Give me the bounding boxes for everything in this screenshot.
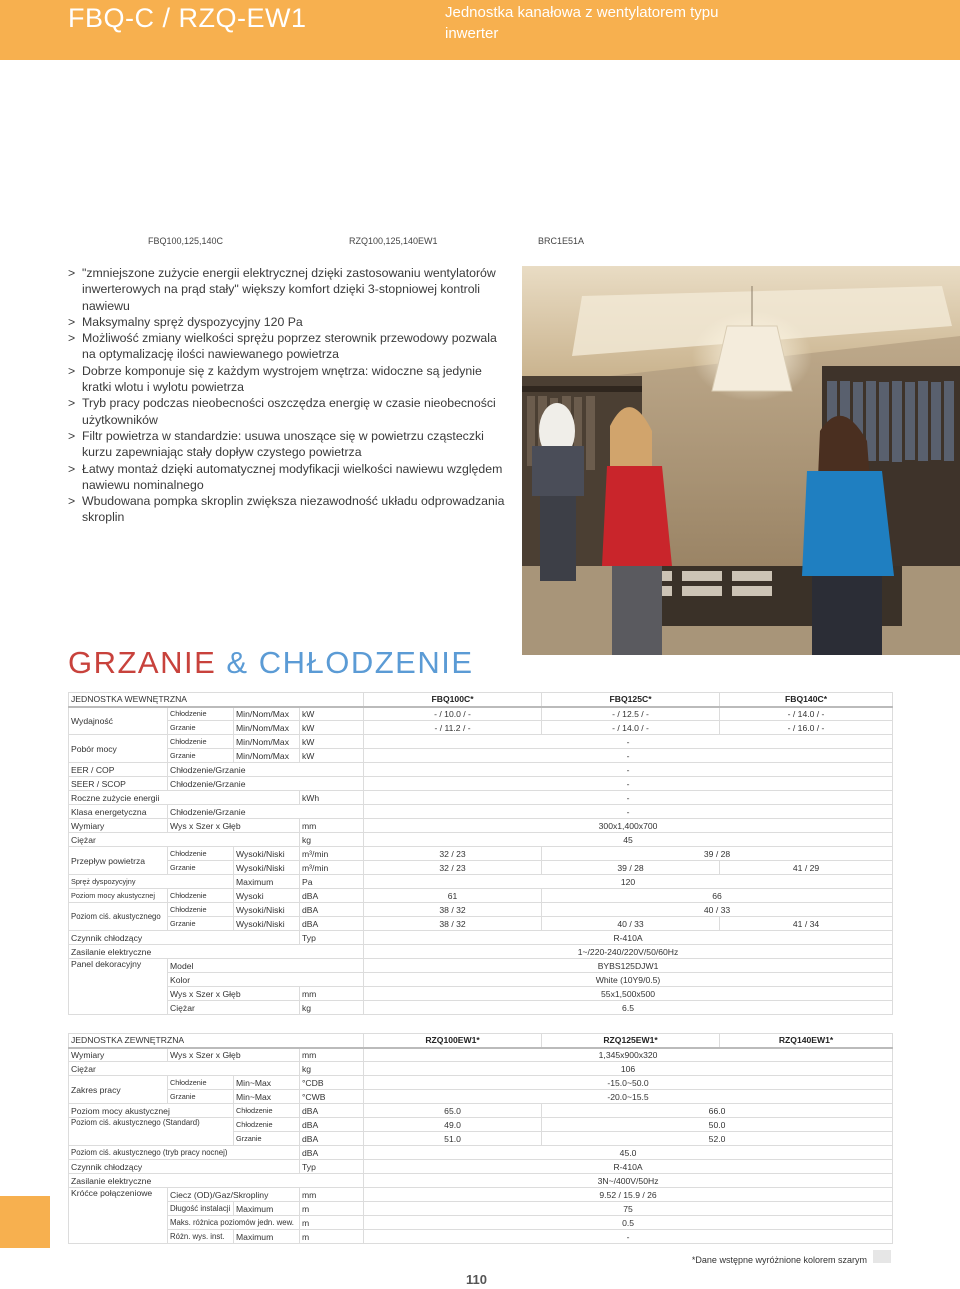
value-cell: 0.5 xyxy=(364,1216,893,1230)
feature-item: > "zmniejszone zużycie energii elektrycznej dzięki zastosowaniu wentylatorów inwerterowych na prąd stały" większy komfort dzięki 3-stopniowej kontroli nawiewu xyxy=(68,265,508,314)
row-label: Zakres pracy xyxy=(69,1076,168,1104)
unit-cell: kW xyxy=(300,749,364,763)
row-label: EER / COP xyxy=(69,763,168,777)
value-cell: BYBS125DJW1 xyxy=(364,959,893,973)
section-title-cooling: CHŁODZENIE xyxy=(258,645,474,680)
table-row xyxy=(69,1001,893,1015)
unit-cell: kg xyxy=(300,833,364,847)
mode-cell: Grzanie xyxy=(168,1090,234,1104)
page-header xyxy=(0,0,960,60)
sub-cell: Maks. różnica poziomów jedn. wew. xyxy=(168,1216,300,1230)
table-row xyxy=(69,1202,893,1216)
outdoor-unit-spec-table xyxy=(68,1033,893,1244)
value-cell: 75 xyxy=(364,1202,893,1216)
mode-cell: Chłodzenie/Grzanie xyxy=(168,805,364,819)
model-header: FBQ140C* xyxy=(720,693,893,707)
sub-cell: Różn. wys. inst. xyxy=(168,1230,234,1244)
mode-cell: Grzanie xyxy=(168,917,234,931)
unit-cell: kWh xyxy=(300,791,364,805)
table-row xyxy=(69,973,893,987)
sub-cell: Min~Max xyxy=(234,1090,300,1104)
unit-cell: m xyxy=(300,1216,364,1230)
table-row xyxy=(69,819,893,833)
table-row xyxy=(69,987,893,1001)
value-cell: 32 / 23 xyxy=(364,861,542,875)
value-cell: 45.0 xyxy=(364,1146,893,1160)
unit-cell: mm xyxy=(300,819,364,833)
unit-cell: kW xyxy=(300,721,364,735)
mode-cell: Chłodzenie xyxy=(168,707,234,721)
row-label: Klasa energetyczna xyxy=(69,805,168,819)
table-row xyxy=(69,931,893,945)
row-label: Wydajność xyxy=(69,707,168,735)
value-cell: 52.0 xyxy=(542,1132,893,1146)
value-cell: 1~/220-240/220V/50/60Hz xyxy=(364,945,893,959)
value-cell: 9.52 / 15.9 / 26 xyxy=(364,1188,893,1202)
row-label: Zasilanie elektryczne xyxy=(69,1174,364,1188)
value-cell: 106 xyxy=(364,1062,893,1076)
table-row xyxy=(69,945,893,959)
row-label: Ciężar xyxy=(69,1062,300,1076)
row-label: Wymiary xyxy=(69,1048,168,1062)
row-label: Wymiary xyxy=(69,819,168,833)
sub-cell: Min/Nom/Max xyxy=(234,721,300,735)
mode-cell: Chłodzenie xyxy=(234,1104,300,1118)
table-row xyxy=(69,1230,893,1244)
sub-cell: Wys x Szer x Głęb xyxy=(168,819,300,833)
value-cell: 66 xyxy=(542,889,893,903)
unit-cell: dBA xyxy=(300,917,364,931)
sub-cell: Ciężar xyxy=(168,1001,300,1015)
unit-cell: kg xyxy=(300,1001,364,1015)
table-row xyxy=(69,1090,893,1104)
value-cell: - xyxy=(364,749,893,763)
grey-legend-swatch xyxy=(873,1250,891,1263)
row-label: Ciężar xyxy=(69,833,300,847)
table-header-row xyxy=(69,693,893,707)
value-cell: - xyxy=(364,777,893,791)
unit-cell: dBA xyxy=(300,1132,364,1146)
sub-cell: Ciecz (OD)/Gaz/Skropliny xyxy=(168,1188,300,1202)
table-row xyxy=(69,1048,893,1062)
unit-cell: dBA xyxy=(300,1146,364,1160)
table-row xyxy=(69,917,893,931)
row-label: Roczne zużycie energii xyxy=(69,791,300,805)
unit-cell: dBA xyxy=(300,903,364,917)
model-header: RZQ125EW1* xyxy=(542,1034,720,1048)
unit-cell: Pa xyxy=(300,875,364,889)
table-row xyxy=(69,1062,893,1076)
page-side-tab xyxy=(0,1196,50,1248)
row-label: SEER / SCOP xyxy=(69,777,168,791)
table-row xyxy=(69,763,893,777)
table-row xyxy=(69,777,893,791)
outdoor-header: JEDNOSTKA ZEWNĘTRZNA xyxy=(69,1034,364,1048)
sub-cell: Maximum xyxy=(234,1202,300,1216)
value-cell: 38 / 32 xyxy=(364,917,542,931)
caption-outdoor-unit: RZQ100,125,140EW1 xyxy=(349,236,438,246)
table-row xyxy=(69,889,893,903)
table-row xyxy=(69,721,893,735)
value-cell: 61 xyxy=(364,889,542,903)
value-cell: - / 12.5 / - xyxy=(542,707,720,721)
model-header: RZQ100EW1* xyxy=(364,1034,542,1048)
value-cell: 39 / 28 xyxy=(542,847,893,861)
value-cell: R-410A xyxy=(364,931,893,945)
sub-cell: Wysoki/Niski xyxy=(234,903,300,917)
mode-cell: Chłodzenie/Grzanie xyxy=(168,777,364,791)
row-label: Poziom mocy akustycznej xyxy=(69,1104,234,1118)
section-title-heating: GRZANIE xyxy=(68,645,217,680)
table-row xyxy=(69,1076,893,1090)
value-cell: 3N~/400V/50Hz xyxy=(364,1174,893,1188)
value-cell: 50.0 xyxy=(542,1118,893,1132)
value-cell: 120 xyxy=(364,875,893,889)
sub-cell: Maximum xyxy=(234,1230,300,1244)
sub-cell: Min/Nom/Max xyxy=(234,749,300,763)
value-cell: - / 11.2 / - xyxy=(364,721,542,735)
unit-cell: m³/min xyxy=(300,861,364,875)
page-title: FBQ-C / RZQ-EW1 xyxy=(68,3,307,33)
value-cell: 45 xyxy=(364,833,893,847)
row-label: Czynnik chłodzący xyxy=(69,1160,300,1174)
table-row xyxy=(69,1174,893,1188)
unit-cell: dBA xyxy=(300,889,364,903)
row-label: Zasilanie elektryczne xyxy=(69,945,364,959)
sub-cell: Maximum xyxy=(234,875,300,889)
row-label: Czynnik chłodzący xyxy=(69,931,300,945)
unit-cell: kW xyxy=(300,735,364,749)
model-header: RZQ140EW1* xyxy=(720,1034,893,1048)
feature-list xyxy=(68,265,508,526)
caption-controller: BRC1E51A xyxy=(538,236,585,246)
row-label: Poziom ciś. akustycznego (Standard) xyxy=(69,1118,234,1146)
unit-cell: dBA xyxy=(300,1118,364,1132)
table-row xyxy=(69,875,893,889)
value-cell: - xyxy=(364,1230,893,1244)
value-cell: R-410A xyxy=(364,1160,893,1174)
feature-item: > Wbudowana pompka skroplin zwiększa niezawodność układu odprowadzania skroplin xyxy=(68,493,508,526)
mode-cell: Chłodzenie xyxy=(168,903,234,917)
table-header-row xyxy=(69,1034,893,1048)
feature-item: > Maksymalny spręż dyspozycyjny 120 Pa xyxy=(68,314,508,330)
value-cell: - / 14.0 / - xyxy=(542,721,720,735)
sub-cell: Min~Max xyxy=(234,1076,300,1090)
value-cell: 65.0 xyxy=(364,1104,542,1118)
unit-cell: dBA xyxy=(300,1104,364,1118)
table-row xyxy=(69,805,893,819)
table-row xyxy=(69,707,893,721)
sub-cell: Model xyxy=(168,959,364,973)
table-row xyxy=(69,1146,893,1160)
value-cell: 66.0 xyxy=(542,1104,893,1118)
mode-cell: Chłodzenie xyxy=(234,1118,300,1132)
mode-cell: Chłodzenie xyxy=(168,889,234,903)
sub-cell: Wysoki xyxy=(234,889,300,903)
row-label: Poziom ciś. akustycznego xyxy=(69,903,168,931)
table-row xyxy=(69,749,893,763)
model-header: FBQ100C* xyxy=(364,693,542,707)
value-cell: White (10Y9/0.5) xyxy=(364,973,893,987)
table-row xyxy=(69,735,893,749)
value-cell: -20.0~15.5 xyxy=(364,1090,893,1104)
row-label: Panel dekoracyjny xyxy=(69,959,168,1015)
mode-cell: Grzanie xyxy=(234,1132,300,1146)
table-row xyxy=(69,959,893,973)
caption-indoor-unit: FBQ100,125,140C xyxy=(148,236,224,246)
value-cell: - / 10.0 / - xyxy=(364,707,542,721)
value-cell: - / 14.0 / - xyxy=(720,707,893,721)
unit-cell: °CDB xyxy=(300,1076,364,1090)
value-cell: 300x1,400x700 xyxy=(364,819,893,833)
unit-cell: mm xyxy=(300,987,364,1001)
mode-cell: Grzanie xyxy=(168,721,234,735)
sub-cell: Min/Nom/Max xyxy=(234,735,300,749)
row-label: Przepływ powietrza xyxy=(69,847,168,875)
unit-cell: m³/min xyxy=(300,847,364,861)
feature-item: > Możliwość zmiany wielkości sprężu poprzez sterownik przewodowy pozwala na optymalizację ilości nawiewanego powietrza xyxy=(68,330,508,363)
table-row xyxy=(69,791,893,805)
indoor-unit-spec-table xyxy=(68,692,893,1015)
unit-cell: Typ xyxy=(300,931,364,945)
unit-cell: m xyxy=(300,1230,364,1244)
section-title-amp: & xyxy=(226,645,249,680)
value-cell: 49.0 xyxy=(364,1118,542,1132)
value-cell: - / 16.0 / - xyxy=(720,721,893,735)
feature-item: > Dobrze komponuje się z każdym wystrojem wnętrza: widoczne są jedynie kratki wlotu i wylotu powietrza xyxy=(68,363,508,396)
mode-cell: Grzanie xyxy=(168,861,234,875)
sub-cell: Min/Nom/Max xyxy=(234,707,300,721)
feature-item: > Filtr powietrza w standardzie: usuwa unoszące się w powietrzu cząsteczki kurzu zapewniając stały dopływ czystego powietrza xyxy=(68,428,508,461)
unit-cell: kW xyxy=(300,707,364,721)
table-row xyxy=(69,833,893,847)
value-cell: -15.0~50.0 xyxy=(364,1076,893,1090)
feature-item: > Łatwy montaż dzięki automatycznej modyfikacji wielkości nawiewu względem nawiewu nominalnego xyxy=(68,461,508,494)
table-row xyxy=(69,861,893,875)
row-label: Króćce połączeniowe xyxy=(69,1188,168,1244)
value-cell: 41 / 34 xyxy=(720,917,893,931)
value-cell: 38 / 32 xyxy=(364,903,542,917)
row-label: Poziom mocy akustycznej xyxy=(69,889,168,903)
table-row xyxy=(69,1160,893,1174)
value-cell: 51.0 xyxy=(364,1132,542,1146)
section-title xyxy=(68,645,474,681)
sub-cell: Wys x Szer x Głęb xyxy=(168,1048,300,1062)
value-cell: 6.5 xyxy=(364,1001,893,1015)
unit-cell: m xyxy=(300,1202,364,1216)
sub-cell: Wysoki/Niski xyxy=(234,917,300,931)
mode-cell: Chłodzenie/Grzanie xyxy=(168,763,364,777)
model-header: FBQ125C* xyxy=(542,693,720,707)
sub-cell: Wys x Szer x Głęb xyxy=(168,987,300,1001)
row-label: Pobór mocy xyxy=(69,735,168,763)
feature-item: > Tryb pracy podczas nieobecności oszczędza energię w czasie nieobecności użytkowników xyxy=(68,395,508,428)
indoor-header: JEDNOSTKA WEWNĘTRZNA xyxy=(69,693,364,707)
page-subtitle: Jednostka kanałowa z wentylatorem typu inwerter xyxy=(445,4,719,42)
value-cell: 40 / 33 xyxy=(542,917,720,931)
value-cell: 41 / 29 xyxy=(720,861,893,875)
mode-cell: Chłodzenie xyxy=(168,735,234,749)
value-cell: 1,345x900x320 xyxy=(364,1048,893,1062)
mode-cell: Grzanie xyxy=(168,749,234,763)
value-cell: 39 / 28 xyxy=(542,861,720,875)
row-label: Spręż dyspozycyjny xyxy=(69,875,234,889)
unit-cell: mm xyxy=(300,1188,364,1202)
table-row xyxy=(69,847,893,861)
unit-cell: °CWB xyxy=(300,1090,364,1104)
value-cell: - xyxy=(364,735,893,749)
value-cell: 40 / 33 xyxy=(542,903,893,917)
unit-cell: Typ xyxy=(300,1160,364,1174)
footnote: *Dane wstępne wyróżnione kolorem szarym xyxy=(691,1255,867,1265)
mode-cell: Chłodzenie xyxy=(168,847,234,861)
sub-cell: Wysoki/Niski xyxy=(234,847,300,861)
store-photo xyxy=(522,266,960,655)
value-cell: 55x1,500x500 xyxy=(364,987,893,1001)
table-row xyxy=(69,1118,893,1132)
table-row xyxy=(69,1188,893,1202)
value-cell: - xyxy=(364,791,893,805)
table-row xyxy=(69,903,893,917)
sub-cell: Długość instalacji xyxy=(168,1202,234,1216)
sub-cell: Wysoki/Niski xyxy=(234,861,300,875)
value-cell: - xyxy=(364,805,893,819)
unit-cell: mm xyxy=(300,1048,364,1062)
mode-cell: Chłodzenie xyxy=(168,1076,234,1090)
value-cell: 32 / 23 xyxy=(364,847,542,861)
page-number: 110 xyxy=(466,1272,487,1287)
value-cell: - xyxy=(364,763,893,777)
table-row xyxy=(69,1104,893,1118)
table-row xyxy=(69,1216,893,1230)
unit-cell: kg xyxy=(300,1062,364,1076)
sub-cell: Kolor xyxy=(168,973,364,987)
row-label: Poziom ciś. akustycznego (tryb pracy nocnej) xyxy=(69,1146,300,1160)
